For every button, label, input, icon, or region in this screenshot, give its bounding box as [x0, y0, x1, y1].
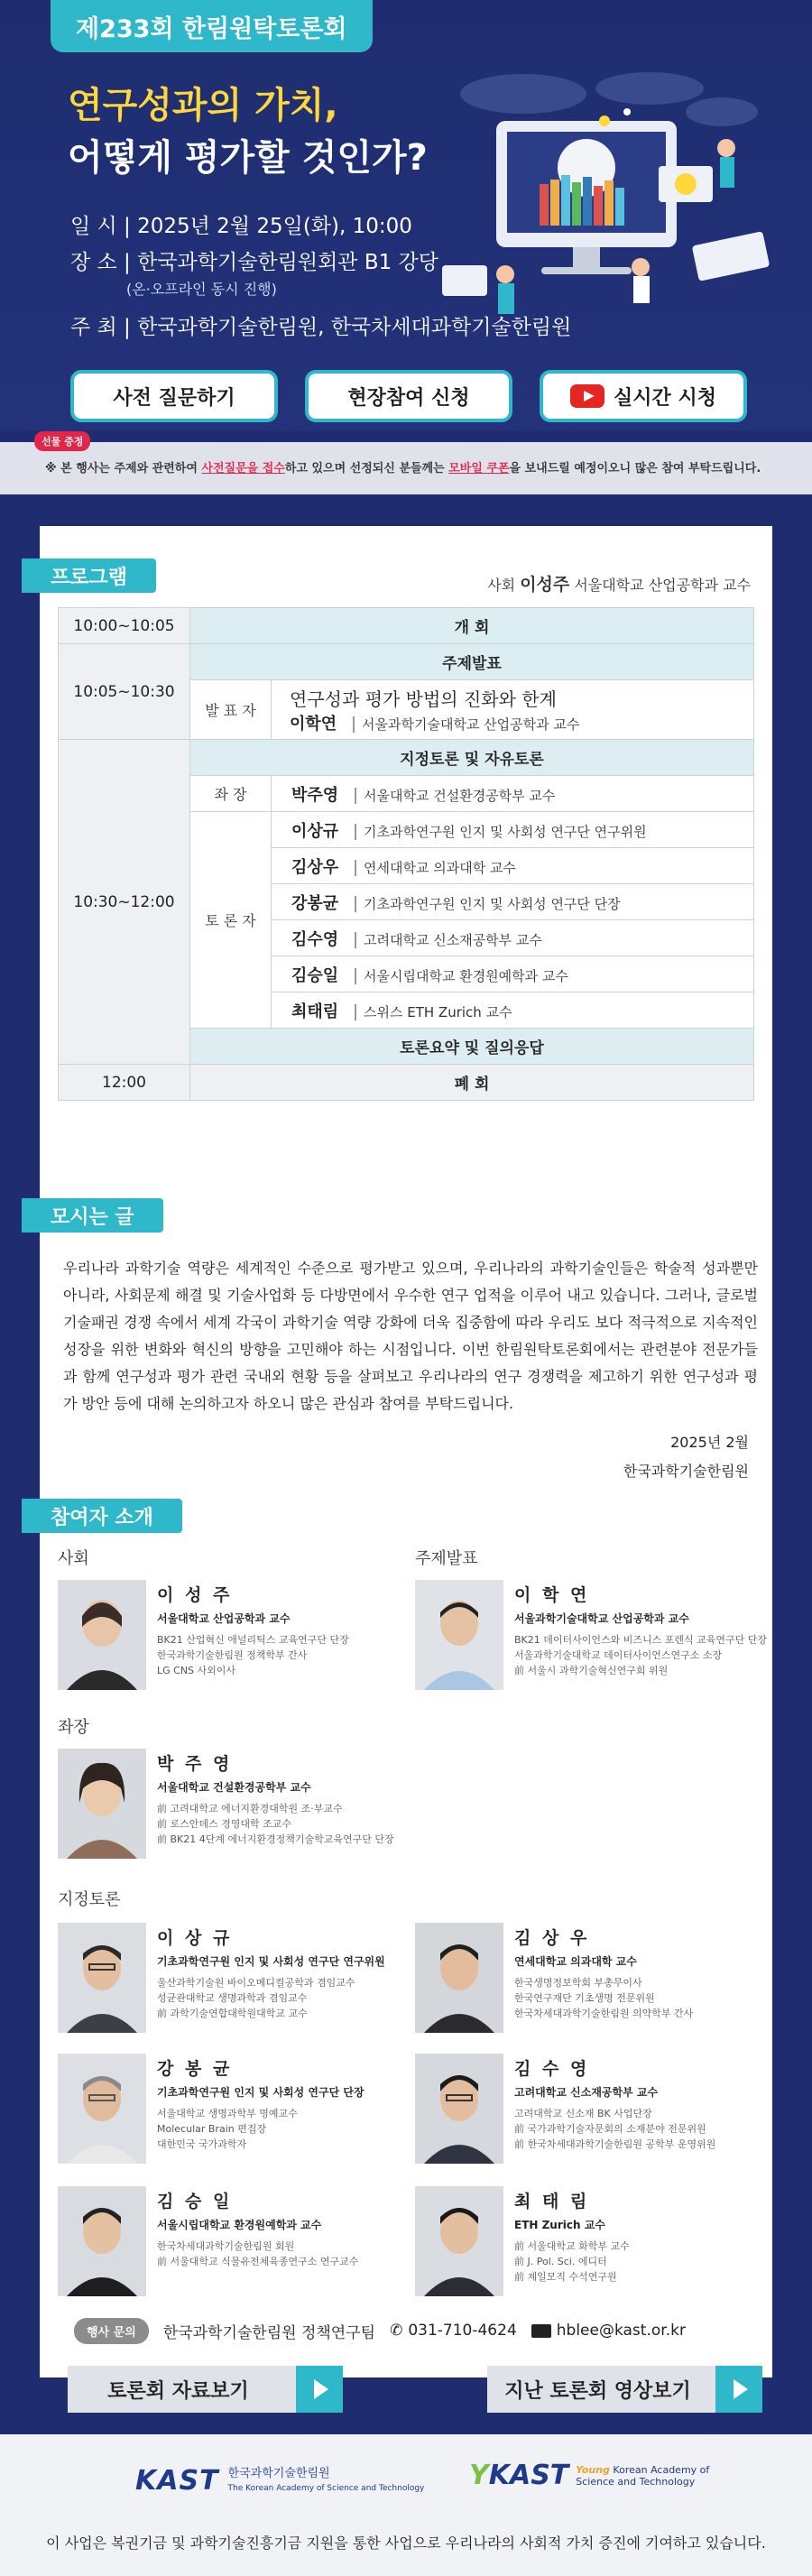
participant-photo	[58, 2186, 146, 2296]
participant-desc	[157, 1975, 355, 2021]
program-section-label: 프로그램	[22, 559, 156, 593]
onsite-register-button[interactable]	[305, 370, 512, 422]
play-arrow-icon	[296, 2366, 343, 2413]
participant-photo	[58, 1749, 146, 1859]
onsite-register-label: 현장참여 신청	[347, 386, 470, 410]
panelist-name: 최태림	[291, 1002, 339, 1021]
panelist-cell	[272, 993, 754, 1029]
group-label-keynote: 주제발표	[415, 1549, 478, 1568]
panelist-name: 김수영	[291, 929, 339, 949]
content-card	[40, 526, 772, 2377]
youtube-play-icon	[570, 384, 604, 408]
young-kast-en1: Korean Academy of	[613, 2463, 710, 2476]
young-kast-en2: Science and Technology	[576, 2475, 696, 2488]
panelist-affil: 서울시립대학교 환경원예학과 교수	[355, 968, 568, 984]
participant-name: 김 수 영	[514, 2059, 590, 2079]
participant-card	[415, 2054, 758, 2171]
panelist-cell	[272, 920, 754, 956]
time-cell: 12:00	[59, 1065, 190, 1101]
desc-line: 대한민국 국가과학자	[157, 2138, 247, 2150]
notice-prefix: ※ 본 행사는 주제와 관련하여	[45, 462, 202, 475]
table-row	[59, 644, 754, 680]
title-line-1: 연구성과의 가치,	[68, 85, 338, 126]
kast-logo-kr: 한국과학기술한림원	[227, 2466, 330, 2480]
desc-line: 한국연구재단 기초생명 전문위원	[514, 1992, 655, 2004]
keynote-cell	[272, 680, 754, 740]
kast-logo	[135, 2465, 424, 2497]
table-row	[59, 1065, 754, 1101]
participant-card	[415, 2186, 758, 2304]
participant-card	[58, 1923, 401, 2040]
desc-line: 前 제일모직 수석연구원	[514, 2271, 617, 2283]
time-cell: 10:30~12:00	[59, 740, 190, 1065]
panel-label: 토 론 자	[190, 812, 272, 1029]
past-videos-button[interactable]	[487, 2366, 762, 2413]
desc-line: 前 고려대학교 에너지환경대학원 조·부교수	[157, 1803, 343, 1814]
participant-role: 기초과학연구원 인지 및 사회성 연구단 연구위원	[157, 1955, 385, 1968]
participant-photo	[58, 1580, 146, 1690]
young-kast-mark-text: KAST	[488, 2460, 569, 2491]
contact-phone-number: 031-710-4624	[408, 2322, 517, 2340]
notice-suffix: 을 보내드릴 예정이오니 많은 참여 부탁드립니다.	[509, 462, 761, 475]
contact-email[interactable]	[531, 2322, 686, 2340]
participant-role: 서울대학교 건설환경공학부 교수	[157, 1781, 311, 1794]
participant-photo	[415, 1580, 503, 1690]
participant-card	[58, 1580, 401, 1697]
program-table	[58, 607, 754, 1101]
desc-line: 한국차세대과학기술한림원 의약학부 간사	[514, 2008, 694, 2019]
participant-desc	[514, 1975, 693, 2021]
time-cell: 10:05~10:30	[59, 644, 190, 740]
event-date: 일 시 | 2025년 2월 25일(화), 10:00	[70, 215, 412, 238]
participant-card	[58, 2054, 401, 2171]
panelist-name: 강봉균	[291, 893, 339, 913]
hero-banner	[0, 0, 812, 431]
participant-name: 박 주 영	[157, 1754, 233, 1774]
group-label-chair: 좌장	[58, 1718, 89, 1737]
presenter-affil: 서울과학기술대학교 산업공학과 교수	[353, 716, 579, 733]
participant-photo	[415, 1923, 503, 2033]
invitation-section-label: 모시는 글	[22, 1198, 163, 1233]
participant-name: 강 봉 균	[157, 2059, 233, 2079]
participant-desc	[514, 1632, 767, 1678]
participant-role: 서울대학교 산업공학과 교수	[157, 1612, 291, 1625]
desc-line: 前 J. Pol. Sci. 에디터	[514, 2256, 607, 2267]
participant-desc	[157, 2239, 358, 2269]
pre-question-button[interactable]	[70, 370, 278, 422]
gift-badge: 선물 증정	[34, 431, 90, 451]
panelist-affil: 스위스 ETH Zurich 교수	[355, 1004, 512, 1020]
invitation-signature	[623, 1428, 749, 1486]
participant-role: 기초과학연구원 인지 및 사회성 연구단 단장	[157, 2086, 364, 2099]
participant-name: 최 태 림	[514, 2192, 590, 2211]
phone-icon: ✆	[390, 2322, 403, 2340]
contact-phone[interactable]	[390, 2322, 517, 2340]
desc-line: LG CNS 사외이사	[157, 1665, 236, 1676]
desc-line: 성균관대학교 생명과학과 겸임교수	[157, 1992, 308, 2004]
contact-org: 한국과학기술한림원 정책연구팀	[162, 2323, 376, 2342]
panelist-name: 김승일	[291, 965, 339, 985]
desc-line: 한국차세대과학기술한림원 회원	[157, 2240, 295, 2252]
desc-line: 서울대학교 생명과학부 명예교수	[157, 2108, 298, 2119]
participant-role: 고려대학교 신소재공학부 교수	[514, 2086, 659, 2099]
participant-role: 서울시립대학교 환경원예학과 교수	[157, 2219, 322, 2231]
table-row	[59, 608, 754, 644]
title-line-2: 어떻게 평가할 것인가?	[68, 137, 428, 179]
young-kast-logo	[469, 2460, 709, 2491]
participant-photo	[58, 1923, 146, 2033]
notice-highlight-coupon: 모바일 쿠폰	[448, 462, 510, 475]
notice-middle: 하고 있으며 선정되신 분들께는	[284, 462, 449, 475]
panelist-cell	[272, 956, 754, 993]
presenter-name: 이학연	[290, 715, 337, 734]
bottom-buttons	[68, 2366, 762, 2413]
pre-question-label: 사전 질문하기	[113, 386, 235, 410]
event-venue: 장 소 | 한국과학기술한림원회관 B1 강당	[70, 251, 438, 274]
contact-email-address: hblee@kast.or.kr	[556, 2322, 686, 2340]
chair-name: 박주영	[291, 785, 339, 805]
research-illustration	[424, 58, 785, 328]
moderator-affil: 서울대학교 산업공학과 교수	[569, 577, 751, 594]
moderator-line	[487, 571, 751, 596]
participant-role: 서울과학기술대학교 산업공학과 교수	[514, 1612, 689, 1625]
participant-photo	[415, 2186, 503, 2296]
desc-line: Molecular Brain 편집장	[157, 2123, 267, 2135]
kast-logo-mark: KAST	[135, 2465, 219, 2497]
materials-button[interactable]	[68, 2366, 343, 2413]
participant-desc	[514, 2106, 715, 2152]
chair-affil: 서울대학교 건설환경공학부 교수	[355, 788, 555, 804]
live-stream-label: 실시간 시청	[614, 386, 716, 410]
page-title	[68, 79, 428, 184]
desc-line: 고려대학교 신소재 BK 사업단장	[514, 2108, 652, 2119]
group-label-panel: 지정토론	[58, 1890, 121, 1909]
moderator-name: 이성주	[520, 575, 570, 595]
desc-line: 前 한국차세대과학기술한림원 공학부 운영위원	[514, 2138, 716, 2150]
participant-name: 김 상 우	[514, 1928, 590, 1948]
panel-header: 지정토론 및 자유토론	[190, 740, 754, 776]
participant-name: 이 성 주	[157, 1585, 233, 1605]
panelist-cell	[272, 812, 754, 848]
participant-desc	[157, 1632, 349, 1678]
table-row	[59, 740, 754, 776]
kast-logo-en: The Korean Academy of Science and Technology	[227, 2483, 425, 2493]
invitation-org: 한국과학기술한림원	[623, 1463, 749, 1480]
participant-card	[415, 1580, 768, 1697]
desc-line: 前 BK21 4단계 에너지환경정책기술학교육연구단 단장	[157, 1833, 394, 1845]
mail-icon	[531, 2324, 551, 2338]
keynote-header: 주제발표	[190, 644, 754, 680]
panelist-cell	[272, 884, 754, 920]
participants-section-label: 참여자 소개	[22, 1499, 182, 1533]
desc-line: 前 서울시 과학기술혁신연구회 위원	[514, 1665, 669, 1676]
venue-note: (온·오프라인 동시 진행)	[126, 281, 277, 298]
moderator-prefix: 사회	[487, 577, 521, 594]
opening-cell: 개 회	[190, 608, 754, 644]
desc-line: 한국생명정보학회 부총무이사	[514, 1977, 642, 1989]
young-kast-logo-text	[576, 2464, 709, 2488]
panelist-name: 이상규	[291, 821, 339, 841]
panelist-cell	[272, 848, 754, 884]
notice-bar	[0, 436, 812, 494]
participant-desc	[157, 1801, 394, 1847]
participant-card	[58, 2186, 401, 2304]
action-buttons	[70, 370, 747, 422]
desc-line: 前 과학기술연합대학원대학교 교수	[157, 2008, 308, 2019]
participant-role: 연세대학교 의과대학 교수	[514, 1955, 637, 1968]
closing-header: 토론요약 및 질의응답	[190, 1029, 754, 1065]
time-cell: 10:00~10:05	[59, 608, 190, 644]
panelist-affil: 기초과학연구원 인지 및 사회성 연구단 단장	[355, 896, 621, 912]
young-kast-logo-mark: YKAST	[469, 2460, 569, 2491]
desc-line: 前 서울대학교 화학부 교수	[514, 2240, 630, 2252]
participant-name: 김 승 일	[157, 2192, 233, 2211]
event-host: 주 최 | 한국과학기술한림원, 한국차세대과학기술한림원	[70, 316, 572, 339]
participant-role: ETH Zurich 교수	[514, 2219, 605, 2231]
participant-card	[415, 1923, 758, 2040]
past-videos-label: 지난 토론회 영상보기	[504, 2379, 691, 2403]
young-label: Young	[576, 2463, 610, 2476]
closing-cell: 폐 회	[190, 1065, 754, 1101]
contact-label: 행사 문의	[74, 2318, 149, 2344]
desc-line: 서울과학기술대학교 데이터사이언스연구소 소장	[514, 1649, 723, 1661]
participant-desc	[514, 2239, 630, 2285]
presenter-line	[272, 711, 753, 734]
participant-desc	[157, 2106, 298, 2152]
panelist-affil: 기초과학연구원 인지 및 사회성 연구단 연구위원	[355, 824, 647, 840]
talk-title: 연구성과 평가 방법의 진화와 한계	[290, 688, 557, 710]
participant-name: 이 학 연	[514, 1585, 590, 1605]
panelist-affil: 연세대학교 의과대학 교수	[355, 860, 516, 876]
invitation-body: 우리나라 과학기술 역량은 세계적인 수준으로 평가받고 있으며, 우리나라의 과학기술인들은 학술적 성과뿐만 아니라, 사회문제 해결 및 기술사업화 등 다방면에서 우수한 연구 업적을 이루어 내고 있습니다. 그러나, 글로벌 기술패권 경쟁 속에서 세계 각국이 과학기술 역량 강화에 더욱 집중함에 따라 우리도 보다 적극적으로 지속적인 성장을 위한 변화와 혁신의 방향을 고민해야 하는 시점입니다. 이번 한림원탁토론회에서는 관련분야 전문가들과 함께 연구성과 평가 관련 국내외 현황 등을 살펴보고 우리나라의 연구 경쟁력을 제고하기 위한 연구성과 평가 방안 등에 대해 논의하고자 하오니 많은 관심과 참여를 부탁드립니다.	[63, 1260, 758, 1412]
participant-card	[58, 1749, 401, 1866]
group-label-moderator: 사회	[58, 1549, 89, 1568]
live-stream-button[interactable]	[540, 370, 747, 422]
desc-line: BK21 산업혁신 애널리틱스 교육연구단 단장	[157, 1634, 349, 1646]
contact-bar	[74, 2317, 760, 2344]
notice-text	[45, 458, 761, 475]
participant-photo	[415, 2054, 503, 2164]
footer-note: 이 사업은 복권기금 및 과학기술진흥기금 지원을 통한 사업으로 우리나라의 사회적 가치 증진에 기여하고 있습니다.	[46, 2534, 766, 2552]
notice-highlight-question: 사전질문을 접수	[201, 462, 285, 475]
desc-line: 울산과학기술원 바이오메디컬공학과 겸임교수	[157, 1977, 355, 1989]
footer	[0, 2434, 812, 2576]
presenter-label: 발 표 자	[190, 680, 272, 740]
desc-line: 前 서울대학교 식물유전체육종연구소 연구교수	[157, 2256, 359, 2267]
desc-line: 前 국가과학기술자문회의 소재분야 전문위원	[514, 2123, 706, 2135]
play-arrow-icon	[715, 2366, 762, 2413]
kast-logo-text	[228, 2467, 425, 2496]
panelist-name: 김상우	[291, 857, 339, 877]
chair-cell	[272, 776, 754, 812]
chair-label: 좌 장	[190, 776, 272, 812]
participant-name: 이 상 규	[157, 1928, 233, 1948]
panelist-affil: 고려대학교 신소재공학부 교수	[355, 932, 542, 948]
desc-line: 前 로스안데스 경영대학 조교수	[157, 1818, 292, 1830]
desc-line: 한국과학기술한림원 정책학부 간사	[157, 1649, 308, 1661]
materials-label: 토론회 자료보기	[107, 2379, 249, 2403]
invitation-date: 2025년 2월	[670, 1434, 749, 1451]
participant-photo	[58, 2054, 146, 2164]
desc-line: BK21 데이터사이언스와 비즈니스 포렌식 교육연구단 단장	[514, 1634, 768, 1646]
event-tag: 제233회 한림원탁토론회	[51, 0, 373, 52]
